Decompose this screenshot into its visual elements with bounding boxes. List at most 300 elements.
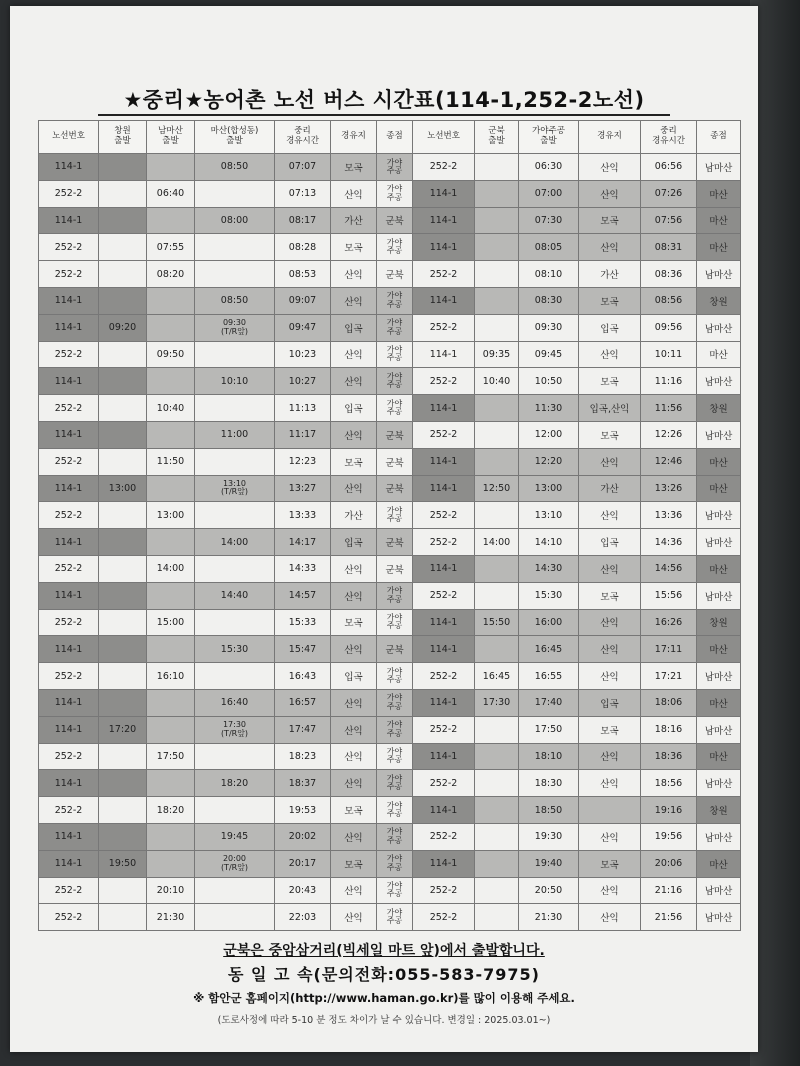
table-cell: 07:56: [641, 207, 697, 234]
table-cell: 모곡: [579, 368, 641, 395]
table-cell: 114-1: [413, 850, 475, 877]
table-cell: 산익: [331, 341, 377, 368]
table-cell: 09:50: [147, 341, 195, 368]
table-cell: [147, 770, 195, 797]
table-cell: 입곡: [331, 314, 377, 341]
table-cell: 17:30 (T/R앞): [195, 716, 275, 743]
table-cell: 가산: [579, 261, 641, 288]
table-cell: 07:55: [147, 234, 195, 261]
table-cell: 12:46: [641, 448, 697, 475]
table-cell: 08:20: [147, 261, 195, 288]
table-cell: [195, 502, 275, 529]
table-cell: 15:00: [147, 609, 195, 636]
table-cell: 20:17: [275, 850, 331, 877]
table-row: [39, 716, 741, 743]
table-cell: [99, 555, 147, 582]
table-cell: 07:07: [275, 154, 331, 181]
table-cell: 산익: [579, 904, 641, 931]
timetable-sheet: [10, 6, 758, 1052]
table-cell: 10:23: [275, 341, 331, 368]
table-cell: 18:30: [519, 770, 579, 797]
table-cell: 252-2: [413, 663, 475, 690]
table-cell: 06:56: [641, 154, 697, 181]
table-cell: [475, 314, 519, 341]
table-cell: 가야 주공: [377, 287, 413, 314]
table-cell: [195, 609, 275, 636]
table-cell: 09:07: [275, 287, 331, 314]
table-cell: 09:56: [641, 314, 697, 341]
table-cell: 06:30: [519, 154, 579, 181]
table-cell: 산익: [331, 823, 377, 850]
table-cell: 13:10: [519, 502, 579, 529]
table-cell: 252-2: [413, 529, 475, 556]
table-cell: 114-1: [413, 341, 475, 368]
table-row: [39, 261, 741, 288]
table-cell: 114-1: [413, 689, 475, 716]
table-cell: 16:57: [275, 689, 331, 716]
table-cell: 산익: [579, 743, 641, 770]
table-cell: [475, 770, 519, 797]
table-cell: 252-2: [39, 904, 99, 931]
table-cell: 16:55: [519, 663, 579, 690]
table-cell: 15:30: [519, 582, 579, 609]
table-cell: 20:06: [641, 850, 697, 877]
table-cell: 모곡: [579, 421, 641, 448]
table-cell: 군북: [377, 207, 413, 234]
header-cell: 군북 출발: [475, 121, 519, 154]
table-cell: [475, 582, 519, 609]
timetable-body: [39, 154, 741, 931]
table-cell: 13:00: [147, 502, 195, 529]
table-row: [39, 234, 741, 261]
table-cell: 08:50: [195, 287, 275, 314]
table-cell: 산익: [331, 421, 377, 448]
table-cell: 입곡: [579, 314, 641, 341]
table-cell: 252-2: [413, 368, 475, 395]
table-cell: 21:56: [641, 904, 697, 931]
table-cell: 10:50: [519, 368, 579, 395]
table-cell: 산익: [331, 743, 377, 770]
table-cell: 가야 주공: [377, 877, 413, 904]
table-cell: 모곡: [579, 850, 641, 877]
table-row: [39, 582, 741, 609]
table-cell: 114-1: [39, 207, 99, 234]
table-cell: 11:13: [275, 395, 331, 422]
table-cell: 18:50: [519, 797, 579, 824]
table-cell: 252-2: [39, 609, 99, 636]
table-cell: 군북: [377, 555, 413, 582]
table-cell: 16:40: [195, 689, 275, 716]
table-cell: 252-2: [413, 823, 475, 850]
table-cell: 114-1: [39, 421, 99, 448]
table-row: [39, 636, 741, 663]
table-row: [39, 555, 741, 582]
table-cell: 16:43: [275, 663, 331, 690]
table-cell: [99, 502, 147, 529]
table-cell: 입곡: [579, 529, 641, 556]
table-cell: [475, 154, 519, 181]
table-cell: 마산: [697, 234, 741, 261]
table-cell: 산익: [331, 636, 377, 663]
table-cell: 산익: [331, 716, 377, 743]
header-cell: 중리 경유시간: [275, 121, 331, 154]
table-cell: [99, 234, 147, 261]
timetable-header-row: [39, 121, 741, 154]
table-cell: 19:40: [519, 850, 579, 877]
table-cell: 마산: [697, 850, 741, 877]
table-cell: [475, 180, 519, 207]
table-cell: [147, 636, 195, 663]
table-cell: [99, 448, 147, 475]
header-cell: 창원 출발: [99, 121, 147, 154]
table-cell: [475, 395, 519, 422]
table-row: [39, 154, 741, 181]
table-cell: 15:50: [475, 609, 519, 636]
table-cell: 18:56: [641, 770, 697, 797]
header-cell: 종점: [377, 121, 413, 154]
table-cell: 산익: [579, 823, 641, 850]
table-cell: 114-1: [39, 314, 99, 341]
table-row: [39, 663, 741, 690]
table-cell: 가산: [331, 502, 377, 529]
table-cell: 114-1: [39, 689, 99, 716]
table-cell: 입곡: [579, 689, 641, 716]
table-row: [39, 395, 741, 422]
table-cell: 산익: [331, 877, 377, 904]
table-cell: [195, 555, 275, 582]
table-cell: 114-1: [39, 636, 99, 663]
table-cell: 가야 주공: [377, 582, 413, 609]
table-cell: [99, 770, 147, 797]
table-cell: 남마산: [697, 314, 741, 341]
table-cell: 114-1: [413, 448, 475, 475]
table-cell: 252-2: [413, 261, 475, 288]
table-cell: [195, 448, 275, 475]
table-cell: 10:40: [147, 395, 195, 422]
table-row: [39, 850, 741, 877]
table-cell: [195, 743, 275, 770]
table-cell: 114-1: [413, 743, 475, 770]
table-cell: 가야 주공: [377, 502, 413, 529]
table-cell: [99, 904, 147, 931]
table-cell: 가야 주공: [377, 797, 413, 824]
table-cell: 모곡: [331, 234, 377, 261]
table-cell: 09:35: [475, 341, 519, 368]
table-cell: [99, 341, 147, 368]
table-cell: [99, 663, 147, 690]
table-cell: [475, 448, 519, 475]
table-cell: 114-1: [413, 609, 475, 636]
table-cell: 18:16: [641, 716, 697, 743]
table-cell: [475, 716, 519, 743]
table-cell: [579, 797, 641, 824]
table-cell: 18:10: [519, 743, 579, 770]
table-cell: 114-1: [39, 475, 99, 502]
table-cell: 가야 주공: [377, 823, 413, 850]
table-cell: 07:26: [641, 180, 697, 207]
table-cell: 가야 주공: [377, 770, 413, 797]
table-cell: 가야 주공: [377, 368, 413, 395]
table-cell: 가야 주공: [377, 154, 413, 181]
table-cell: 114-1: [39, 529, 99, 556]
table-cell: 11:00: [195, 421, 275, 448]
table-cell: 남마산: [697, 770, 741, 797]
table-cell: 252-2: [39, 448, 99, 475]
table-cell: 모곡: [579, 287, 641, 314]
table-cell: 군북: [377, 448, 413, 475]
table-cell: 모곡: [579, 207, 641, 234]
table-cell: 114-1: [39, 154, 99, 181]
table-cell: 08:56: [641, 287, 697, 314]
table-cell: 창원: [697, 287, 741, 314]
table-cell: 10:10: [195, 368, 275, 395]
table-cell: 입곡: [331, 395, 377, 422]
table-cell: 16:10: [147, 663, 195, 690]
table-cell: 11:17: [275, 421, 331, 448]
table-cell: [147, 207, 195, 234]
table-cell: 114-1: [413, 207, 475, 234]
table-cell: 12:50: [475, 475, 519, 502]
table-cell: 산익: [579, 770, 641, 797]
table-cell: 12:23: [275, 448, 331, 475]
table-cell: 20:02: [275, 823, 331, 850]
table-cell: 08:10: [519, 261, 579, 288]
table-cell: 입곡,산익: [579, 395, 641, 422]
table-cell: 가야 주공: [377, 743, 413, 770]
table-cell: 모곡: [579, 582, 641, 609]
table-cell: 군북: [377, 261, 413, 288]
table-cell: 14:00: [195, 529, 275, 556]
table-cell: 12:00: [519, 421, 579, 448]
table-cell: 마산: [697, 555, 741, 582]
table-cell: 마산: [697, 475, 741, 502]
table-cell: 114-1: [413, 395, 475, 422]
table-cell: 252-2: [39, 797, 99, 824]
table-cell: 18:36: [641, 743, 697, 770]
table-cell: 252-2: [413, 904, 475, 931]
table-cell: [475, 287, 519, 314]
table-cell: [475, 421, 519, 448]
table-cell: 09:20: [99, 314, 147, 341]
table-cell: [195, 180, 275, 207]
table-cell: 18:37: [275, 770, 331, 797]
header-cell: 마산(합성동) 출발: [195, 121, 275, 154]
table-cell: 14:36: [641, 529, 697, 556]
header-cell: 노선번호: [39, 121, 99, 154]
header-cell: 노선번호: [413, 121, 475, 154]
table-cell: [99, 823, 147, 850]
table-cell: [99, 529, 147, 556]
table-cell: 19:16: [641, 797, 697, 824]
table-cell: 08:31: [641, 234, 697, 261]
table-cell: 252-2: [39, 395, 99, 422]
table-cell: 산익: [579, 663, 641, 690]
table-cell: 산익: [331, 770, 377, 797]
table-cell: 모곡: [331, 448, 377, 475]
footer-departure-note: 군북은 중암삼거리(빅세일 마트 앞)에서 출발합니다.: [223, 943, 545, 959]
table-cell: 08:00: [195, 207, 275, 234]
table-cell: [99, 368, 147, 395]
table-cell: 모곡: [331, 850, 377, 877]
table-row: [39, 689, 741, 716]
table-cell: 산익: [579, 234, 641, 261]
table-row: [39, 877, 741, 904]
table-cell: 17:30: [475, 689, 519, 716]
table-cell: 가야 주공: [377, 341, 413, 368]
table-cell: [147, 850, 195, 877]
table-cell: 17:50: [519, 716, 579, 743]
table-cell: 가야 주공: [377, 689, 413, 716]
table-cell: 114-1: [39, 582, 99, 609]
table-row: [39, 529, 741, 556]
table-cell: 군북: [377, 636, 413, 663]
table-cell: 산익: [331, 368, 377, 395]
table-cell: 252-2: [39, 234, 99, 261]
table-cell: 산익: [331, 475, 377, 502]
table-cell: [195, 904, 275, 931]
table-cell: 14:56: [641, 555, 697, 582]
table-cell: 252-2: [39, 341, 99, 368]
table-cell: 21:30: [519, 904, 579, 931]
table-cell: [195, 341, 275, 368]
table-cell: 산익: [331, 287, 377, 314]
table-cell: 252-2: [413, 877, 475, 904]
table-cell: 가야 주공: [377, 609, 413, 636]
page-title: ★중리★농어촌 노선 버스 시간표(114-1,252-2노선): [123, 88, 645, 112]
table-cell: 06:40: [147, 180, 195, 207]
table-row: [39, 448, 741, 475]
table-cell: [475, 743, 519, 770]
table-cell: 산익: [331, 904, 377, 931]
table-cell: 가야 주공: [377, 716, 413, 743]
table-cell: 114-1: [413, 475, 475, 502]
table-cell: [99, 180, 147, 207]
table-cell: 114-1: [39, 716, 99, 743]
table-cell: 08:53: [275, 261, 331, 288]
table-cell: 11:30: [519, 395, 579, 422]
table-cell: 14:33: [275, 555, 331, 582]
header-cell: 중리 경유시간: [641, 121, 697, 154]
table-cell: [195, 395, 275, 422]
table-cell: [147, 529, 195, 556]
table-cell: 군북: [377, 421, 413, 448]
table-cell: [475, 207, 519, 234]
table-cell: 산익: [579, 180, 641, 207]
table-cell: [195, 877, 275, 904]
table-cell: 산익: [579, 341, 641, 368]
table-cell: 13:26: [641, 475, 697, 502]
table-cell: 114-1: [413, 287, 475, 314]
bus-timetable: [38, 120, 741, 931]
table-cell: 모곡: [331, 154, 377, 181]
table-cell: 10:40: [475, 368, 519, 395]
table-cell: 산익: [579, 877, 641, 904]
table-cell: 09:47: [275, 314, 331, 341]
table-cell: 남마산: [697, 877, 741, 904]
table-cell: [475, 877, 519, 904]
table-row: [39, 421, 741, 448]
table-cell: 13:00: [519, 475, 579, 502]
table-cell: 14:30: [519, 555, 579, 582]
table-cell: 114-1: [413, 797, 475, 824]
footer-change-note: (도로사정에 따라 5-10 분 정도 차이가 날 수 있습니다. 변경일 : 2025.03.01~): [217, 1015, 551, 1026]
table-cell: 16:00: [519, 609, 579, 636]
table-cell: 산익: [331, 689, 377, 716]
table-cell: 114-1: [39, 850, 99, 877]
table-cell: 14:17: [275, 529, 331, 556]
table-cell: 남마산: [697, 904, 741, 931]
table-cell: 13:27: [275, 475, 331, 502]
table-cell: [475, 234, 519, 261]
table-cell: 252-2: [39, 663, 99, 690]
table-row: [39, 314, 741, 341]
table-cell: 114-1: [39, 770, 99, 797]
table-cell: 산익: [579, 555, 641, 582]
table-cell: [147, 716, 195, 743]
table-cell: 15:56: [641, 582, 697, 609]
table-cell: [99, 797, 147, 824]
table-cell: 114-1: [39, 287, 99, 314]
table-cell: 창원: [697, 797, 741, 824]
table-cell: 18:23: [275, 743, 331, 770]
table-cell: 13:33: [275, 502, 331, 529]
table-cell: 07:13: [275, 180, 331, 207]
table-cell: [99, 582, 147, 609]
table-cell: 모곡: [331, 609, 377, 636]
table-cell: 마산: [697, 207, 741, 234]
table-cell: 남마산: [697, 421, 741, 448]
table-cell: 08:50: [195, 154, 275, 181]
table-row: [39, 609, 741, 636]
table-cell: 13:00: [99, 475, 147, 502]
table-cell: 114-1: [413, 234, 475, 261]
table-cell: [475, 502, 519, 529]
table-cell: 모곡: [331, 797, 377, 824]
table-cell: [99, 689, 147, 716]
table-cell: 17:11: [641, 636, 697, 663]
table-cell: 남마산: [697, 529, 741, 556]
table-cell: 18:20: [147, 797, 195, 824]
table-cell: 마산: [697, 180, 741, 207]
table-cell: 20:00 (T/R앞): [195, 850, 275, 877]
table-cell: 114-1: [413, 555, 475, 582]
table-cell: 마산: [697, 448, 741, 475]
table-cell: 07:00: [519, 180, 579, 207]
table-cell: 마산: [697, 743, 741, 770]
table-row: [39, 368, 741, 395]
title-underline: [98, 114, 670, 116]
table-cell: 09:30 (T/R앞): [195, 314, 275, 341]
table-cell: 08:36: [641, 261, 697, 288]
table-cell: 21:16: [641, 877, 697, 904]
table-cell: 산익: [579, 636, 641, 663]
table-cell: 가야 주공: [377, 904, 413, 931]
table-cell: 114-1: [39, 368, 99, 395]
table-row: [39, 770, 741, 797]
table-cell: 15:30: [195, 636, 275, 663]
table-cell: 산익: [331, 582, 377, 609]
table-cell: [99, 154, 147, 181]
table-cell: [99, 743, 147, 770]
table-cell: 08:17: [275, 207, 331, 234]
table-cell: 산익: [579, 154, 641, 181]
table-cell: 입곡: [331, 529, 377, 556]
table-cell: [475, 555, 519, 582]
table-cell: 08:28: [275, 234, 331, 261]
table-cell: [475, 850, 519, 877]
table-cell: 남마산: [697, 582, 741, 609]
table-cell: 18:06: [641, 689, 697, 716]
